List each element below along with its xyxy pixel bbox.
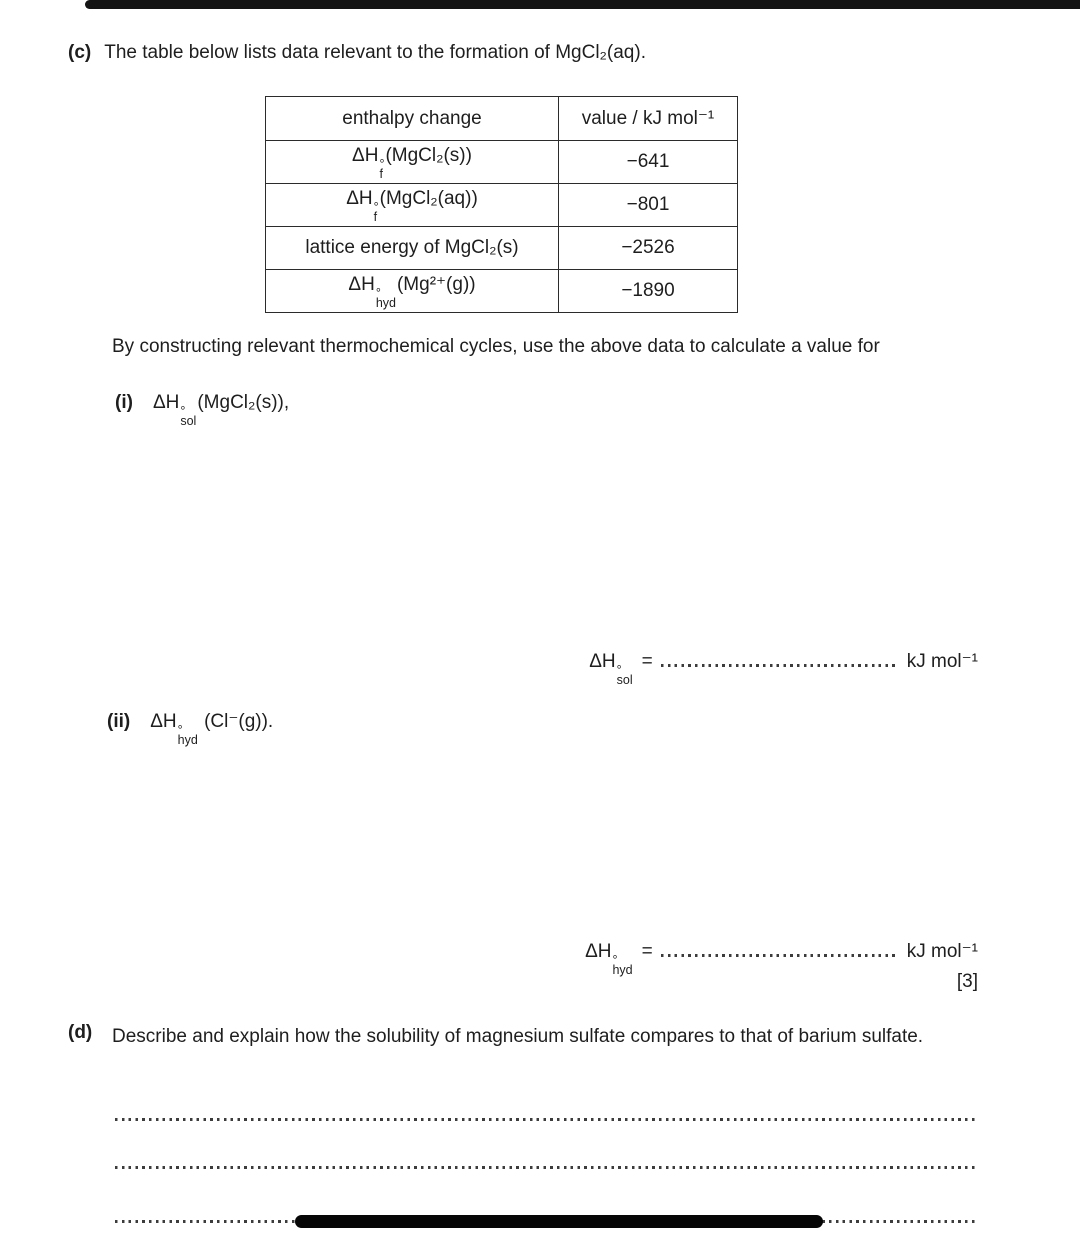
equals-sign: = xyxy=(641,941,653,962)
dotted-answer-leader xyxy=(661,954,899,957)
table-row-label xyxy=(266,184,559,227)
table-row xyxy=(266,184,738,227)
part-d-label: (d) xyxy=(68,1022,93,1043)
table-row-value: −1890 xyxy=(559,270,738,313)
table-row-label: lattice energy of MgCl₂(s) xyxy=(266,227,559,270)
table-row xyxy=(266,227,738,270)
instruction-text: By constructing relevant thermochemical cycles, use the above data to calculate a value for xyxy=(112,336,880,357)
dotted-answer-line xyxy=(115,1166,975,1169)
dotted-answer-line xyxy=(115,1220,975,1223)
part-i-label: (i) xyxy=(115,392,133,413)
answer-row-sol xyxy=(589,650,978,686)
table-row-label xyxy=(266,141,559,184)
table-row-value: −2526 xyxy=(559,227,738,270)
dotted-answer-leader xyxy=(661,664,899,667)
table-row xyxy=(266,270,738,313)
part-i-heading xyxy=(115,392,289,427)
part-d-prompt: Describe and explain how the solubility of magnesium sulfate compares to that of barium sulfate. xyxy=(112,1026,924,1047)
answer-formula-hyd: ΔH ° hyd xyxy=(585,941,633,977)
table-row-value: −801 xyxy=(559,184,738,227)
dotted-answer-line xyxy=(115,1118,975,1121)
part-c-heading xyxy=(68,42,1028,64)
answer-row-hyd xyxy=(585,940,978,976)
enthalpy-hydration-mg2plus: ΔH ° hyd (Mg²⁺(g)) xyxy=(348,274,476,310)
answer-formula-sol: ΔH ° sol xyxy=(589,651,633,687)
table-row-label xyxy=(266,270,559,313)
table-header-row xyxy=(266,97,738,141)
enthalpy-formation-mgcl2-aq: ΔH ° f (MgCl₂(aq)) xyxy=(346,187,478,224)
table-header-value: value / kJ mol⁻¹ xyxy=(559,97,738,141)
part-ii-label: (ii) xyxy=(107,711,131,732)
enthalpy-formation-mgcl2-s: ΔH ° f (MgCl₂(s)) xyxy=(352,144,472,181)
part-ii-formula: ΔH ° hyd (Cl⁻(g)). xyxy=(150,711,274,747)
table-header-enthalpy-change: enthalpy change xyxy=(266,97,559,141)
table-row-value: −641 xyxy=(559,141,738,184)
enthalpy-table xyxy=(265,96,738,313)
unit-label: kJ mol⁻¹ xyxy=(906,651,978,672)
top-redaction-bar xyxy=(85,0,1080,9)
part-ii-heading xyxy=(107,710,273,746)
part-c-label: (c) xyxy=(68,42,92,63)
part-d-heading xyxy=(68,1022,1022,1051)
bottom-redaction-bar xyxy=(295,1215,823,1228)
part-i-formula: ΔH ° sol (MgCl₂(s)), xyxy=(152,392,290,428)
part-c-intro: The table below lists data relevant to the formation of MgCl₂(aq). xyxy=(104,42,646,63)
unit-label: kJ mol⁻¹ xyxy=(906,941,978,962)
marks-badge: [3] xyxy=(956,971,978,992)
equals-sign: = xyxy=(641,651,653,672)
table-row xyxy=(266,141,738,184)
